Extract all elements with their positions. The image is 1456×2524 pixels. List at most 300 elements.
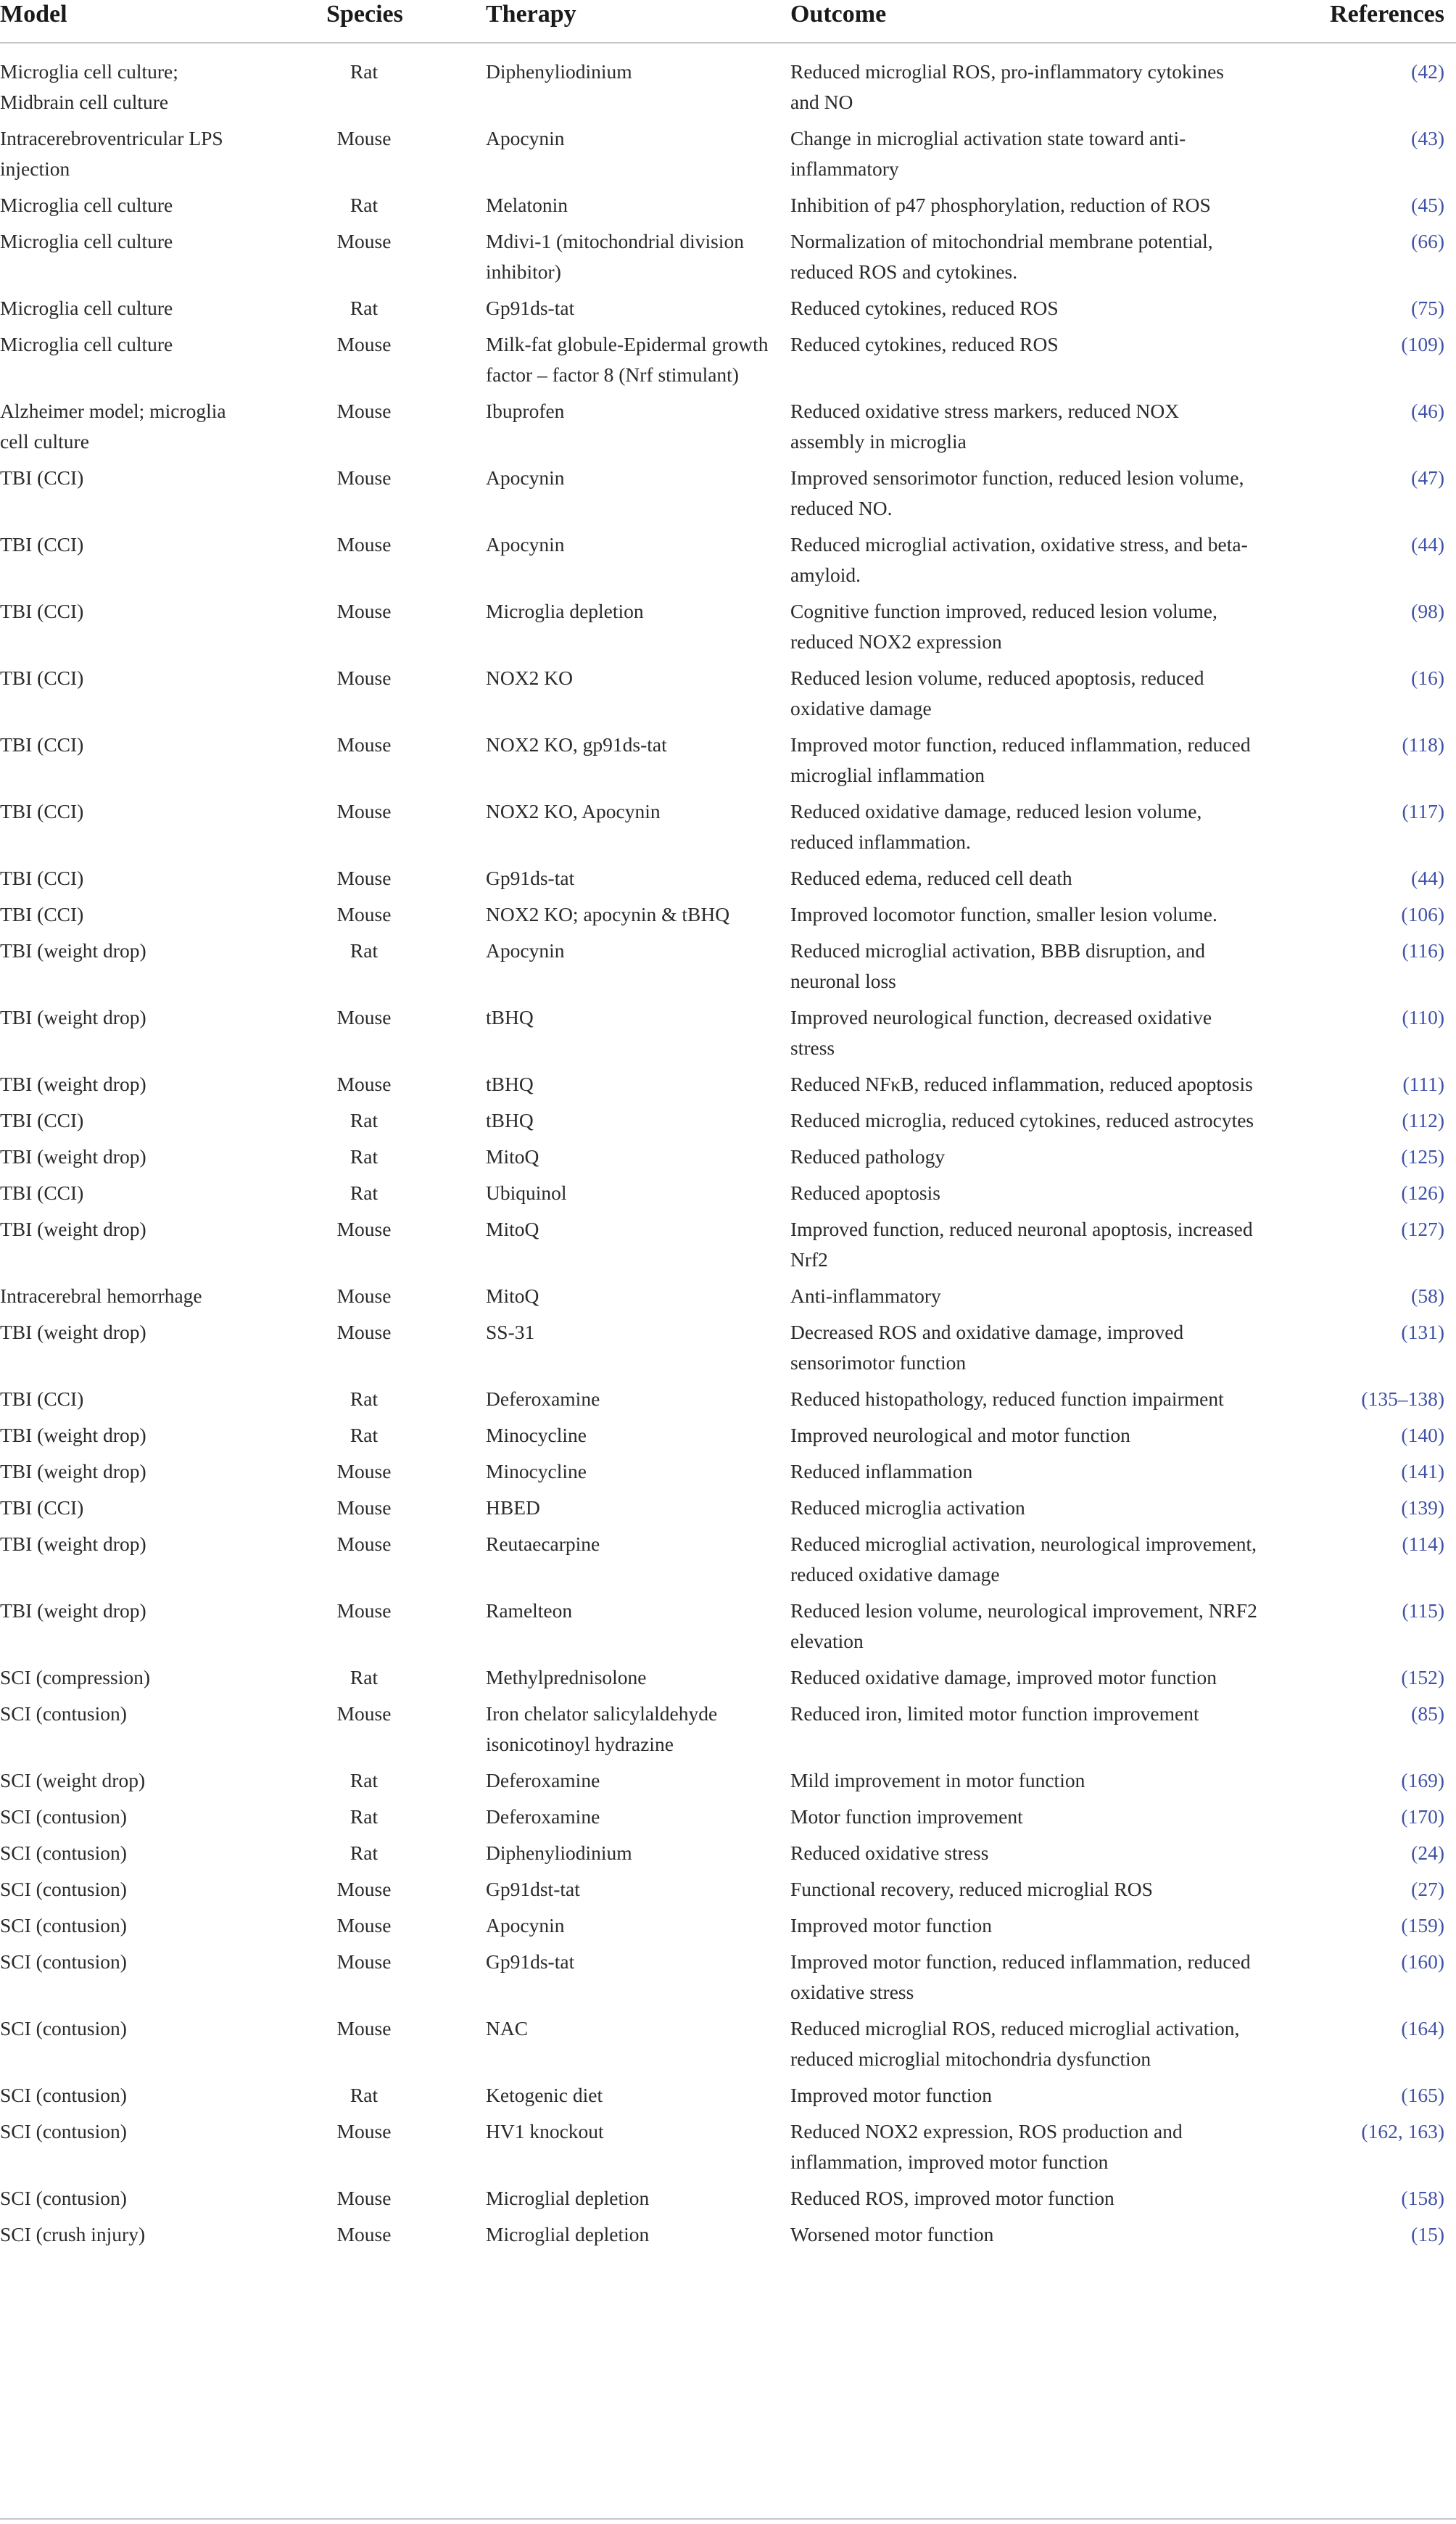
cell-therapy: HBED (486, 1496, 540, 1519)
cell-outcome: Reduced oxidative damage, reduced lesion volume, reduced inflammation. (790, 800, 1202, 853)
cell-reference (1262, 1765, 1456, 1802)
cell-model: SCI (contusion) (0, 2120, 127, 2142)
cell-model: TBI (weight drop) (0, 1460, 146, 1482)
cell-species: Mouse (336, 2187, 392, 2209)
cell-therapy: HV1 knockout (486, 2120, 604, 2142)
reference-link[interactable]: (140) (1401, 1424, 1444, 1446)
cell-model: TBI (weight drop) (0, 939, 146, 962)
cell-species: Mouse (336, 1218, 392, 1240)
cell-therapy: tBHQ (486, 1006, 534, 1028)
table-row (0, 663, 1456, 730)
cell-species: Mouse (336, 333, 392, 355)
cell-outcome: Normalization of mitochondrial membrane potential, reduced ROS and cytokines. (790, 230, 1213, 283)
cell-therapy: Mdivi-1 (mitochondrial division inhibitor) (486, 230, 744, 283)
cell-species: Rat (349, 1145, 379, 1168)
reference-link[interactable]: (47) (1411, 466, 1444, 489)
cell-therapy: Melatonin (486, 194, 568, 216)
cell-species: Mouse (336, 1460, 392, 1482)
cell-outcome: Reduced microglial ROS, pro-inflammatory cytokines and NO (790, 60, 1224, 113)
table-row (0, 1662, 1456, 1699)
reference-link[interactable]: (109) (1401, 333, 1444, 355)
cell-outcome: Improved function, reduced neuronal apoptosis, increased Nrf2 (790, 1218, 1253, 1271)
cell-outcome: Decreased ROS and oxidative damage, improved sensorimotor function (790, 1321, 1184, 1374)
cell-model: SCI (contusion) (0, 1878, 127, 1900)
cell-outcome: Improved locomotor function, smaller lesion volume. (790, 903, 1217, 925)
reference-link[interactable]: (24) (1411, 1842, 1444, 1864)
cell-model: TBI (CCI) (0, 1181, 84, 1204)
cell-model: SCI (contusion) (0, 2187, 127, 2209)
cell-species: Mouse (336, 1878, 392, 1900)
cell-model: TBI (weight drop) (0, 1145, 146, 1168)
cell-therapy: Gp91ds-tat (486, 297, 575, 319)
reference-link[interactable]: (44) (1411, 867, 1444, 889)
cell-model: Microglia cell culture (0, 333, 173, 355)
cell-outcome: Reduced oxidative stress (790, 1842, 989, 1864)
reference-link[interactable]: (58) (1411, 1284, 1444, 1307)
reference-link[interactable]: (66) (1411, 230, 1444, 252)
table-row (0, 2080, 1456, 2116)
cell-outcome: Reduced cytokines, reduced ROS (790, 297, 1059, 319)
cell-therapy: NOX2 KO, gp91ds-tat (486, 733, 667, 756)
cell-reference (1262, 1838, 1456, 1874)
table-row (0, 1281, 1456, 1317)
cell-reference (1262, 1529, 1456, 1596)
cell-species: Mouse (336, 733, 392, 756)
cell-model: Microglia cell culture (0, 194, 173, 216)
cell-model: Microglia cell culture (0, 230, 173, 252)
reference-link[interactable]: (116) (1402, 939, 1444, 962)
cell-outcome: Reduced microglial activation, neurological improvement, reduced oxidative damage (790, 1533, 1257, 1585)
reference-link[interactable]: (15) (1411, 2223, 1444, 2245)
cell-reference (1262, 663, 1456, 730)
table-row (0, 1947, 1456, 2013)
reference-link[interactable]: (44) (1411, 533, 1444, 556)
table-row (0, 43, 1456, 123)
cell-therapy: Deferoxamine (486, 1387, 600, 1410)
cell-reference (1262, 1214, 1456, 1281)
reference-link[interactable]: (115) (1402, 1599, 1444, 1622)
cell-reference (1262, 1947, 1456, 2013)
cell-species: Rat (349, 1769, 379, 1791)
cell-outcome: Improved sensorimotor function, reduced lesion volume, reduced NO. (790, 466, 1244, 519)
cell-outcome: Reduced NOX2 expression, ROS production and inflammation, improved motor function (790, 2120, 1183, 2173)
cell-model: Intracerebral hemorrhage (0, 1284, 202, 1307)
cell-therapy: Apocynin (486, 1914, 565, 1937)
cell-therapy: Microglia depletion (486, 600, 644, 622)
cell-therapy: tBHQ (486, 1109, 534, 1131)
cell-model: Microglia cell culture; Midbrain cell culture (0, 60, 178, 113)
cell-outcome: Reduced microglial activation, oxidative stress, and beta-amyloid. (790, 533, 1248, 586)
cell-outcome: Reduced cytokines, reduced ROS (790, 333, 1059, 355)
cell-outcome: Reduced microglia activation (790, 1496, 1025, 1519)
cell-reference (1262, 43, 1456, 123)
cell-outcome: Reduced histopathology, reduced function impairment (790, 1387, 1224, 1410)
cell-reference (1262, 226, 1456, 293)
cell-therapy: tBHQ (486, 1073, 534, 1095)
cell-reference (1262, 1105, 1456, 1142)
cell-species: Mouse (336, 1914, 392, 1937)
cell-outcome: Improved motor function (790, 1914, 992, 1937)
reference-link[interactable]: (162, 163) (1361, 2120, 1444, 2142)
cell-outcome: Reduced iron, limited motor function improvement (790, 1702, 1199, 1725)
cell-therapy: Milk-fat globule-Epidermal growth factor – factor 8 (Nrf stimulant) (486, 333, 769, 386)
cell-model: TBI (CCI) (0, 867, 84, 889)
table-row (0, 1493, 1456, 1529)
reference-link[interactable]: (125) (1401, 1145, 1444, 1168)
reference-link[interactable]: (141) (1401, 1460, 1444, 1482)
reference-link[interactable]: (43) (1411, 127, 1444, 149)
cell-species: Rat (349, 297, 379, 319)
reference-link[interactable]: (45) (1411, 194, 1444, 216)
cell-therapy: MitoQ (486, 1284, 539, 1307)
cell-species: Mouse (336, 533, 392, 556)
cell-species: Mouse (336, 800, 392, 822)
table-row (0, 463, 1456, 529)
cell-outcome: Reduced microglial ROS, reduced microglial activation, reduced microglial mitochondria dysfunction (790, 2017, 1240, 2070)
reference-link[interactable]: (16) (1411, 667, 1444, 689)
cell-model: SCI (contusion) (0, 1842, 127, 1864)
reference-link[interactable]: (126) (1401, 1181, 1444, 1204)
cell-model: Alzheimer model; microglia cell culture (0, 400, 226, 453)
table-row (0, 1874, 1456, 1910)
cell-species: Rat (349, 1424, 379, 1446)
reference-link[interactable]: (169) (1401, 1769, 1444, 1791)
header-row (0, 0, 1456, 43)
cell-model: SCI (contusion) (0, 2017, 127, 2040)
table-row (0, 863, 1456, 899)
cell-model: TBI (CCI) (0, 600, 84, 622)
cell-reference (1262, 2013, 1456, 2080)
cell-model: TBI (CCI) (0, 533, 84, 556)
cell-species: Mouse (336, 1073, 392, 1095)
reference-link[interactable]: (111) (1402, 1073, 1444, 1095)
cell-therapy: SS-31 (486, 1321, 535, 1343)
cell-model: TBI (CCI) (0, 1109, 84, 1131)
cell-therapy: NOX2 KO; apocynin & tBHQ (486, 903, 730, 925)
cell-species: Rat (349, 1666, 379, 1688)
cell-model: TBI (CCI) (0, 1387, 84, 1410)
cell-model: TBI (CCI) (0, 800, 84, 822)
table-row (0, 529, 1456, 596)
cell-outcome: Cognitive function improved, reduced lesion volume, reduced NOX2 expression (790, 600, 1217, 653)
table-row (0, 2013, 1456, 2080)
cell-species: Mouse (336, 667, 392, 689)
cell-outcome: Reduced pathology (790, 1145, 946, 1168)
table-row (0, 796, 1456, 863)
cell-therapy: Gp91dst-tat (486, 1878, 580, 1900)
table-row (0, 1838, 1456, 1874)
cell-reference (1262, 2219, 1456, 2256)
cell-model: TBI (weight drop) (0, 1533, 146, 1555)
table-row (0, 1456, 1456, 1493)
reference-link[interactable]: (127) (1401, 1218, 1444, 1240)
cell-therapy: Reutaecarpine (486, 1533, 600, 1555)
cell-species: Mouse (336, 1599, 392, 1622)
cell-model: TBI (weight drop) (0, 1006, 146, 1028)
table-row (0, 1802, 1456, 1838)
cell-reference (1262, 596, 1456, 663)
reference-link[interactable]: (85) (1411, 1702, 1444, 1725)
cell-reference (1262, 1456, 1456, 1493)
cell-reference (1262, 293, 1456, 329)
reference-link[interactable]: (106) (1401, 903, 1444, 925)
table-row (0, 1699, 1456, 1765)
table-row (0, 1214, 1456, 1281)
cell-outcome: Reduced lesion volume, reduced apoptosis, reduced oxidative damage (790, 667, 1204, 719)
cell-outcome: Inhibition of p47 phosphorylation, reduction of ROS (790, 194, 1211, 216)
table-row (0, 1178, 1456, 1214)
cell-therapy: Apocynin (486, 466, 565, 489)
cell-species: Rat (349, 194, 379, 216)
table-row (0, 1529, 1456, 1596)
reference-link[interactable]: (118) (1402, 733, 1444, 756)
cell-therapy: Apocynin (486, 127, 565, 149)
cell-reference (1262, 1002, 1456, 1069)
header-model: Model (0, 0, 247, 43)
cell-species: Rat (349, 1842, 379, 1864)
cell-species: Mouse (336, 1006, 392, 1028)
cell-reference (1262, 899, 1456, 936)
cell-outcome: Improved neurological and motor function (790, 1424, 1130, 1446)
cell-model: TBI (CCI) (0, 466, 84, 489)
cell-model: TBI (weight drop) (0, 1218, 146, 1240)
cell-reference (1262, 1142, 1456, 1178)
cell-reference (1262, 190, 1456, 226)
cell-outcome: Improved neurological function, decreased oxidative stress (790, 1006, 1212, 1059)
cell-therapy: Ketogenic diet (486, 2084, 603, 2106)
reference-link[interactable]: (165) (1401, 2084, 1444, 2106)
cell-species: Mouse (336, 867, 392, 889)
cell-reference (1262, 936, 1456, 1002)
reference-link[interactable]: (152) (1401, 1666, 1444, 1688)
cell-outcome: Reduced ROS, improved motor function (790, 2187, 1114, 2209)
cell-reference (1262, 1874, 1456, 1910)
cell-outcome: Reduced lesion volume, neurological improvement, NRF2 elevation (790, 1599, 1257, 1652)
table-row (0, 1384, 1456, 1420)
cell-therapy: Methylprednisolone (486, 1666, 647, 1688)
cell-outcome: Improved motor function, reduced inflammation, reduced microglial inflammation (790, 733, 1251, 786)
reference-link[interactable]: (75) (1411, 297, 1444, 319)
table-row (0, 1765, 1456, 1802)
reference-link[interactable]: (135–138) (1361, 1387, 1444, 1410)
cell-reference (1262, 1384, 1456, 1420)
cell-model: Intracerebroventricular LPS injection (0, 127, 223, 180)
cell-reference (1262, 1662, 1456, 1699)
cell-therapy: NAC (486, 2017, 529, 2040)
cell-species: Mouse (336, 466, 392, 489)
cell-species: Rat (349, 1805, 379, 1828)
header-therapy: Therapy (486, 0, 790, 43)
cell-outcome: Anti-inflammatory (790, 1284, 941, 1307)
cell-therapy: MitoQ (486, 1218, 539, 1240)
table-row (0, 1105, 1456, 1142)
table-row (0, 596, 1456, 663)
reference-link[interactable]: (170) (1401, 1805, 1444, 1828)
reference-link[interactable]: (27) (1411, 1878, 1444, 1900)
cell-therapy: MitoQ (486, 1145, 539, 1168)
cell-therapy: Ubiquinol (486, 1181, 567, 1204)
cell-reference (1262, 1493, 1456, 1529)
cell-model: TBI (CCI) (0, 903, 84, 925)
cell-model: SCI (compression) (0, 1666, 150, 1688)
cell-species: Mouse (336, 903, 392, 925)
table-row (0, 123, 1456, 190)
cell-species: Mouse (336, 1496, 392, 1519)
cell-therapy: Diphenyliodinium (486, 60, 632, 83)
cell-model: SCI (weight drop) (0, 1769, 146, 1791)
reference-link[interactable]: (110) (1402, 1006, 1444, 1028)
cell-model: Microglia cell culture (0, 297, 173, 319)
cell-therapy: Ibuprofen (486, 400, 565, 422)
table-row (0, 396, 1456, 463)
cell-reference (1262, 1420, 1456, 1456)
reference-link[interactable]: (139) (1401, 1496, 1444, 1519)
cell-therapy: Minocycline (486, 1460, 587, 1482)
cell-therapy: Diphenyliodinium (486, 1842, 632, 1864)
cell-model: SCI (crush injury) (0, 2223, 146, 2245)
cell-outcome: Reduced oxidative damage, improved motor function (790, 1666, 1217, 1688)
cell-outcome: Mild improvement in motor function (790, 1769, 1085, 1791)
cell-reference (1262, 1699, 1456, 1765)
cell-species: Mouse (336, 2017, 392, 2040)
cell-species: Rat (349, 939, 379, 962)
cell-reference (1262, 1910, 1456, 1947)
cell-species: Mouse (336, 1702, 392, 1725)
cell-reference (1262, 123, 1456, 190)
cell-species: Mouse (336, 2120, 392, 2142)
cell-species: Rat (349, 1109, 379, 1131)
table-row (0, 1069, 1456, 1105)
table-row (0, 1002, 1456, 1069)
cell-species: Mouse (336, 230, 392, 252)
cell-outcome: Reduced edema, reduced cell death (790, 867, 1072, 889)
reference-link[interactable]: (160) (1401, 1950, 1444, 1973)
cell-species: Mouse (336, 600, 392, 622)
cell-therapy: Deferoxamine (486, 1805, 600, 1828)
cell-species: Mouse (336, 1950, 392, 1973)
cell-reference (1262, 1178, 1456, 1214)
cell-outcome: Reduced NFκB, reduced inflammation, reduced apoptosis (790, 1073, 1253, 1095)
cell-reference (1262, 329, 1456, 396)
reference-link[interactable]: (117) (1402, 800, 1444, 822)
cell-species: Mouse (336, 1284, 392, 1307)
table-row (0, 1596, 1456, 1662)
reference-link[interactable]: (158) (1401, 2187, 1444, 2209)
cell-outcome: Change in microglial activation state toward anti-inflammatory (790, 127, 1186, 180)
cell-model: TBI (CCI) (0, 667, 84, 689)
header-outcome: Outcome (790, 0, 1262, 43)
table-row (0, 1317, 1456, 1384)
cell-species: Rat (349, 2084, 379, 2106)
reference-link[interactable]: (131) (1401, 1321, 1444, 1343)
table-row (0, 2219, 1456, 2256)
reference-link[interactable]: (114) (1402, 1533, 1444, 1555)
reference-link[interactable]: (98) (1411, 600, 1444, 622)
cell-therapy: Apocynin (486, 533, 565, 556)
cell-species: Mouse (336, 1321, 392, 1343)
table-row (0, 730, 1456, 796)
cell-therapy: Deferoxamine (486, 1769, 600, 1791)
header-references: References (1262, 0, 1456, 43)
cell-therapy: Minocycline (486, 1424, 587, 1446)
cell-species: Rat (349, 60, 379, 83)
cell-species: Rat (349, 1387, 379, 1410)
cell-therapy: Microglial depletion (486, 2223, 650, 2245)
table-row (0, 226, 1456, 293)
reference-link[interactable]: (46) (1411, 400, 1444, 422)
reference-link[interactable]: (164) (1401, 2017, 1444, 2040)
cell-model: SCI (contusion) (0, 1702, 127, 1725)
table-row (0, 1142, 1456, 1178)
cell-outcome: Worsened motor function (790, 2223, 994, 2245)
cell-reference (1262, 2183, 1456, 2219)
cell-species: Mouse (336, 127, 392, 149)
table-row (0, 1420, 1456, 1456)
cell-outcome: Reduced inflammation (790, 1460, 973, 1482)
cell-reference (1262, 463, 1456, 529)
table-bottom-rule (0, 2518, 1456, 2520)
cell-reference (1262, 1069, 1456, 1105)
cell-therapy: Apocynin (486, 939, 565, 962)
cell-model: SCI (contusion) (0, 1805, 127, 1828)
table-row (0, 936, 1456, 1002)
cell-reference (1262, 529, 1456, 596)
table-header (0, 0, 1456, 43)
cell-model: SCI (contusion) (0, 1950, 127, 1973)
cell-reference (1262, 396, 1456, 463)
cell-species: Mouse (336, 2223, 392, 2245)
table-row (0, 329, 1456, 396)
cell-reference (1262, 796, 1456, 863)
cell-model: TBI (CCI) (0, 733, 84, 756)
cell-species: Mouse (336, 1533, 392, 1555)
table-row (0, 190, 1456, 226)
cell-outcome: Reduced oxidative stress markers, reduced NOX assembly in microglia (790, 400, 1180, 453)
table-row (0, 2183, 1456, 2219)
cell-model: TBI (weight drop) (0, 1321, 146, 1343)
reference-link[interactable]: (112) (1402, 1109, 1444, 1131)
cell-model: TBI (weight drop) (0, 1599, 146, 1622)
header-species: Species (247, 0, 486, 43)
cell-therapy: Gp91ds-tat (486, 1950, 575, 1973)
cell-reference (1262, 1281, 1456, 1317)
cell-model: SCI (contusion) (0, 1914, 127, 1937)
cell-therapy: Iron chelator salicylaldehyde isonicotinoyl hydrazine (486, 1702, 718, 1755)
cell-reference (1262, 863, 1456, 899)
reference-link[interactable]: (42) (1411, 60, 1444, 83)
cell-model: SCI (contusion) (0, 2084, 127, 2106)
cell-model: TBI (weight drop) (0, 1424, 146, 1446)
cell-reference (1262, 1317, 1456, 1384)
cell-reference (1262, 1802, 1456, 1838)
cell-model: TBI (CCI) (0, 1496, 84, 1519)
cell-model: TBI (weight drop) (0, 1073, 146, 1095)
cell-therapy: Gp91ds-tat (486, 867, 575, 889)
table-row (0, 2116, 1456, 2183)
cell-therapy: NOX2 KO, Apocynin (486, 800, 661, 822)
cell-outcome: Motor function improvement (790, 1805, 1023, 1828)
cell-outcome: Reduced apoptosis (790, 1181, 940, 1204)
cell-outcome: Functional recovery, reduced microglial ROS (790, 1878, 1153, 1900)
reference-link[interactable]: (159) (1401, 1914, 1444, 1937)
cell-outcome: Improved motor function (790, 2084, 992, 2106)
cell-reference (1262, 2080, 1456, 2116)
cell-reference (1262, 730, 1456, 796)
cell-outcome: Improved motor function, reduced inflammation, reduced oxidative stress (790, 1950, 1251, 2003)
cell-species: Mouse (336, 400, 392, 422)
cell-outcome: Reduced microglia, reduced cytokines, reduced astrocytes (790, 1109, 1254, 1131)
cell-reference (1262, 2116, 1456, 2183)
